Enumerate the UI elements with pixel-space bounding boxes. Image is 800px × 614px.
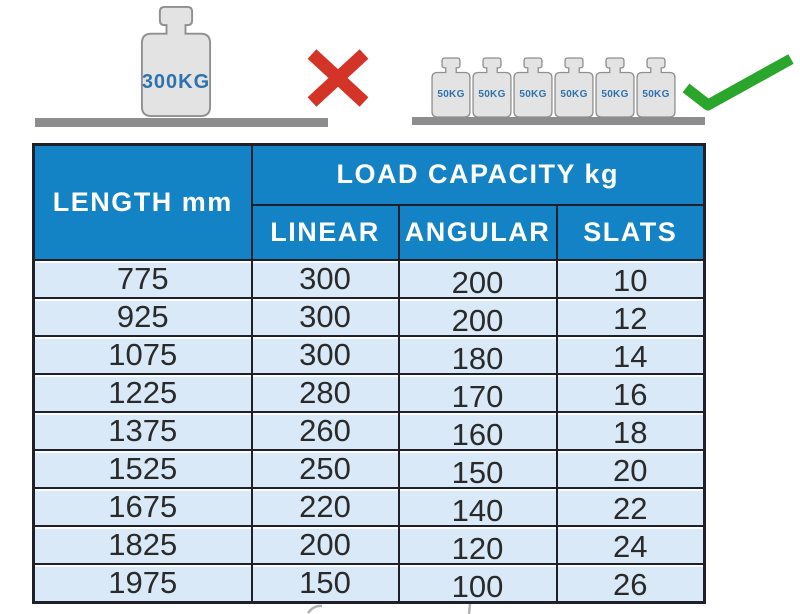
table-row	[34, 336, 705, 374]
capacity-table-body	[34, 260, 705, 603]
green-check-icon	[678, 52, 798, 114]
weight-50kg	[472, 57, 512, 118]
length-cell: 1075	[34, 336, 252, 374]
linear-cell: 150	[252, 564, 399, 603]
weight-50kg	[595, 57, 635, 118]
slats-column-header: SLATS	[557, 205, 705, 260]
cut-off-mark	[466, 604, 474, 614]
angular-cell: 200	[399, 260, 557, 298]
weight-50kg-label: 50KG	[642, 89, 670, 100]
angular-cell: 120	[399, 526, 557, 564]
slats-cell: 22	[557, 488, 705, 526]
weight-50kg	[513, 57, 553, 118]
length-cell: 1525	[34, 450, 252, 488]
linear-column-header: LINEAR	[252, 205, 399, 260]
weight-300kg-icon	[140, 5, 212, 118]
slats-cell: 16	[557, 374, 705, 412]
length-cell: 925	[34, 298, 252, 336]
angular-cell: 170	[399, 374, 557, 412]
weight-50kg	[636, 57, 676, 118]
table-row	[34, 488, 705, 526]
weight-50kg-label: 50KG	[560, 89, 588, 100]
load-capacity-table	[32, 143, 706, 604]
slats-cell: 14	[557, 336, 705, 374]
weight-50kg-icon	[472, 57, 512, 118]
slats-cell: 12	[557, 298, 705, 336]
length-column-header: LENGTH mm	[34, 145, 252, 260]
table-row	[34, 260, 705, 298]
linear-cell: 300	[252, 298, 399, 336]
weight-50kg-label: 50KG	[601, 89, 629, 100]
weight-50kg-label: 50KG	[519, 89, 547, 100]
table-row	[34, 374, 705, 412]
table-row	[34, 298, 705, 336]
angular-cell: 100	[399, 564, 557, 603]
linear-cell: 220	[252, 488, 399, 526]
slats-cell: 26	[557, 564, 705, 603]
linear-cell: 250	[252, 450, 399, 488]
slats-cell: 24	[557, 526, 705, 564]
angular-cell: 180	[399, 336, 557, 374]
weight-50kg-icon	[513, 57, 553, 118]
linear-cell: 280	[252, 374, 399, 412]
length-cell: 1375	[34, 412, 252, 450]
weight-50kg-icon	[595, 57, 635, 118]
cut-off-mark	[306, 603, 324, 614]
weight-50kg-icon	[431, 57, 471, 118]
weight-300kg	[140, 5, 212, 118]
load-capacity-header: LOAD CAPACITY kg	[252, 145, 705, 205]
red-x-icon	[303, 47, 373, 109]
length-cell: 1975	[34, 564, 252, 603]
weight-50kg-label: 50KG	[478, 89, 506, 100]
length-cell: 1825	[34, 526, 252, 564]
angular-column-header: ANGULAR	[399, 205, 557, 260]
weight-50kg-icon	[554, 57, 594, 118]
weight-50kg	[554, 57, 594, 118]
table-row	[34, 450, 705, 488]
linear-cell: 300	[252, 260, 399, 298]
table-row	[34, 412, 705, 450]
angular-cell: 150	[399, 450, 557, 488]
linear-cell: 260	[252, 412, 399, 450]
weight-50kg	[431, 57, 471, 118]
weight-50kg-icon	[636, 57, 676, 118]
linear-cell: 300	[252, 336, 399, 374]
table-row	[34, 564, 705, 603]
length-cell: 1225	[34, 374, 252, 412]
slats-cell: 10	[557, 260, 705, 298]
table-row	[34, 526, 705, 564]
slats-cell: 18	[557, 412, 705, 450]
slats-cell: 20	[557, 450, 705, 488]
shelf-bar-left	[35, 118, 328, 127]
angular-cell: 140	[399, 488, 557, 526]
shelf-bar-right	[412, 117, 705, 125]
weight-300kg-label: 300KG	[141, 71, 211, 93]
linear-cell: 200	[252, 526, 399, 564]
length-cell: 775	[34, 260, 252, 298]
angular-cell: 160	[399, 412, 557, 450]
weight-50kg-label: 50KG	[437, 89, 465, 100]
angular-cell: 200	[399, 298, 557, 336]
length-cell: 1675	[34, 488, 252, 526]
